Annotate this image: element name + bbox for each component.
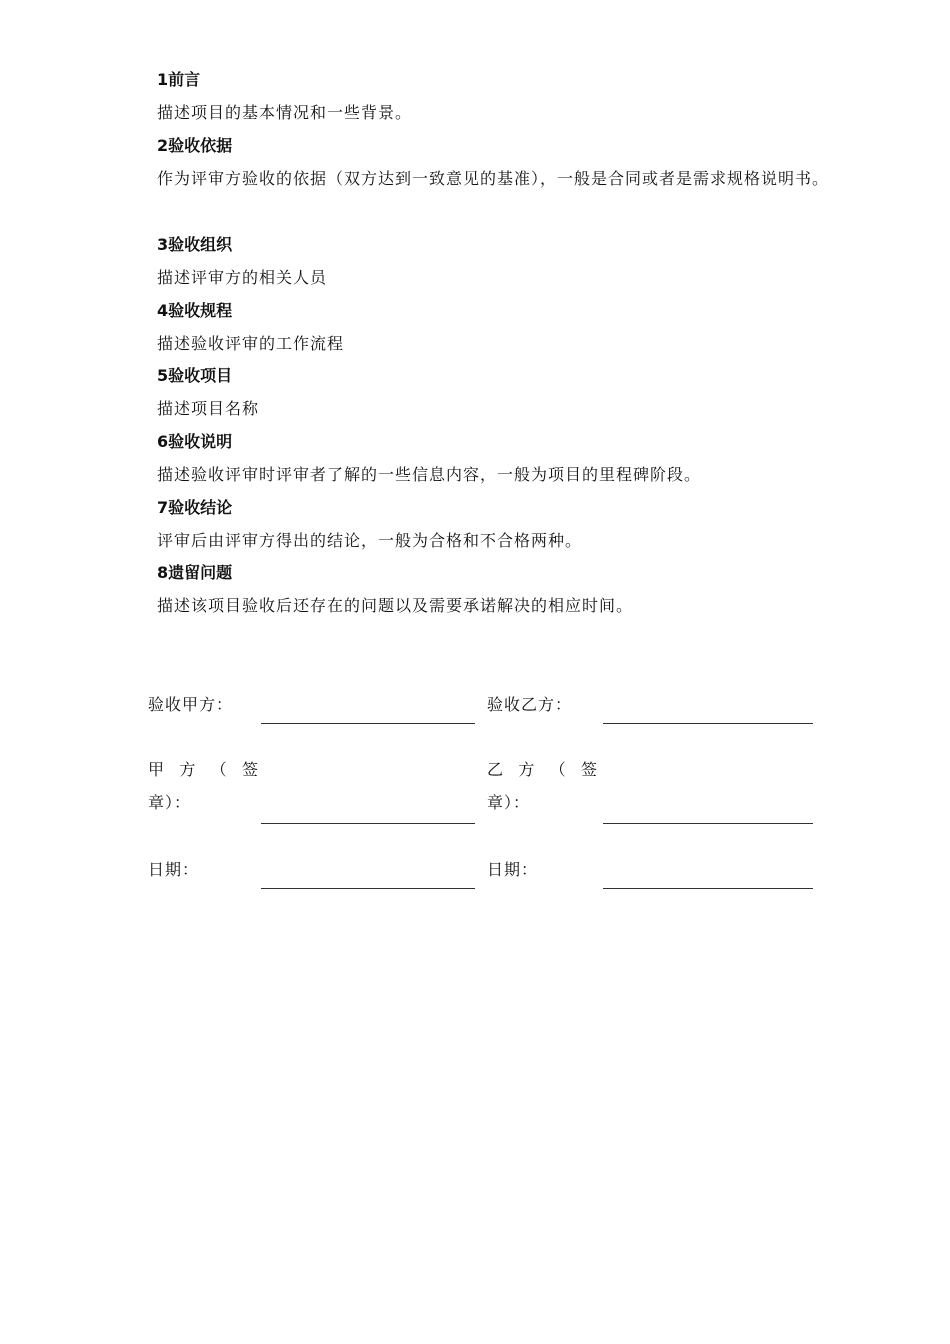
party-b-line [603, 723, 813, 724]
section-body-2: 作为评审方验收的依据（双方达到一致意见的基准），一般是合同或者是需求规格说明书。 [157, 169, 830, 188]
party-a-sign-label-2: 章）： [148, 793, 192, 812]
party-a-sign-label-1: 甲方（签 [148, 760, 258, 779]
party-b-label: 验收乙方： [487, 695, 573, 714]
section-body-5: 描述项目名称 [157, 399, 260, 418]
party-b-sign-line [603, 823, 813, 824]
section-heading-6: 6验收说明 [157, 432, 233, 451]
section-heading-8: 8遗留问题 [157, 563, 233, 582]
date-b-line [603, 888, 813, 889]
date-a-line [261, 888, 475, 889]
section-body-8: 描述该项目验收后还存在的问题以及需要承诺解决的相应时间。 [157, 596, 634, 615]
party-a-label: 验收甲方： [148, 695, 234, 714]
date-a-label: 日期： [148, 860, 200, 879]
section-body-1: 描述项目的基本情况和一些背景。 [157, 103, 413, 122]
section-body-4: 描述验收评审的工作流程 [157, 334, 345, 353]
section-heading-2: 2验收依据 [157, 136, 233, 155]
party-a-sign-line [261, 823, 475, 824]
section-heading-5: 5验收项目 [157, 366, 233, 385]
party-b-sign-label-2: 章）： [487, 793, 531, 812]
section-heading-4: 4验收规程 [157, 301, 233, 320]
party-a-line [261, 723, 475, 724]
section-heading-1: 1前言 [157, 70, 201, 89]
section-heading-7: 7验收结论 [157, 498, 233, 517]
date-b-label: 日期： [487, 860, 539, 879]
section-body-3: 描述评审方的相关人员 [157, 268, 328, 287]
party-b-sign-label-1: 乙方（签 [487, 760, 597, 779]
section-heading-3: 3验收组织 [157, 235, 233, 254]
section-body-6: 描述验收评审时评审者了解的一些信息内容，一般为项目的里程碑阶段。 [157, 465, 702, 484]
section-body-7: 评审后由评审方得出的结论，一般为合格和不合格两种。 [157, 531, 583, 550]
